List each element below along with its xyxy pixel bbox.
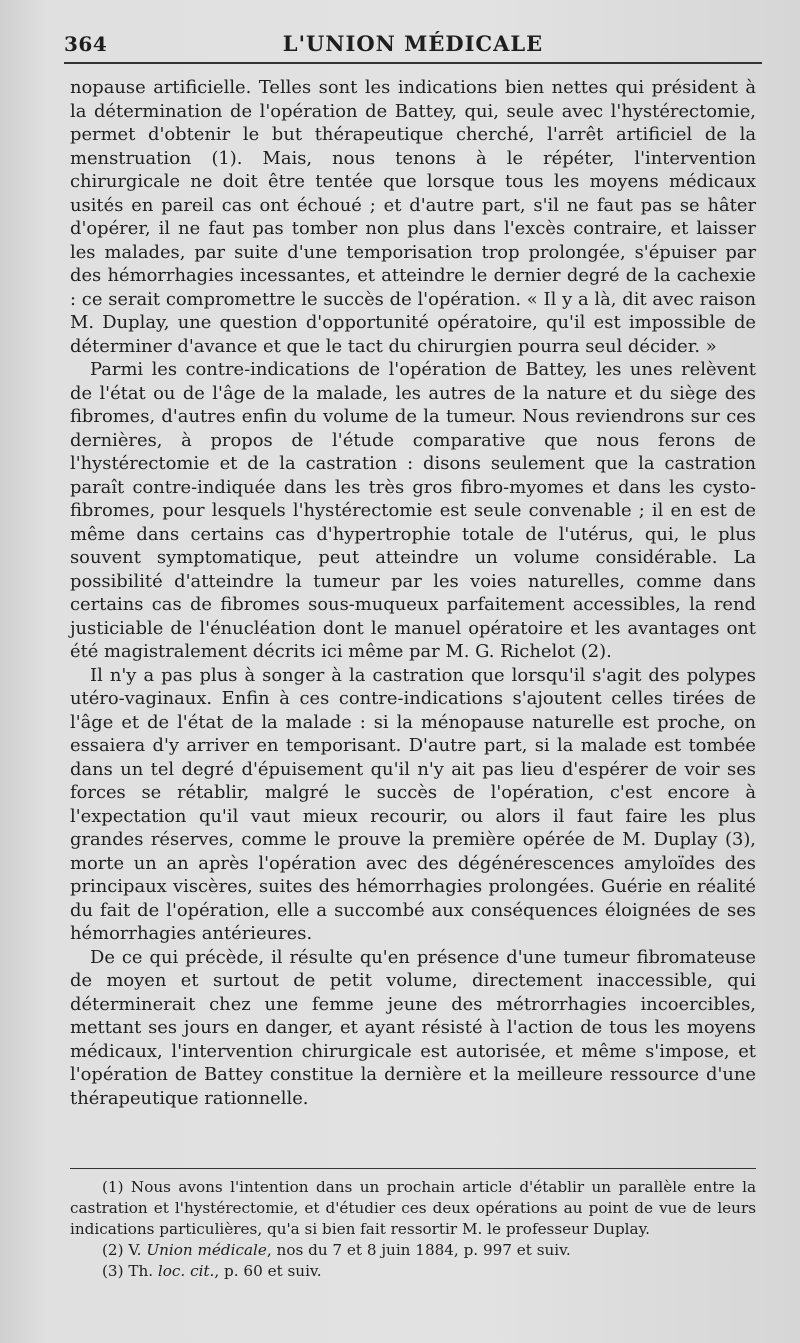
- header-rule: [64, 62, 762, 64]
- footnotes: [70, 1177, 756, 1282]
- footnote-rule: [70, 1168, 756, 1169]
- footnote-3-suffix: , p. 60 et suiv.: [214, 1262, 322, 1280]
- paragraph-3: Il n'y a pas plus à songer à la castration que lorsqu'il s'agit des polypes utéro-vaginaux. Enfin à ces contre-indications s'ajoutent celles tirées de l'âge et de l'état de la malade : si la ménopause naturelle est proche, on essaiera d'y arriver en temporisant. D'autre part, si la malade est tombée dans un tel degré d'épuisement qu'il n'y ait pas lieu d'espérer de voir ses forces se rétablir, malgré le succès de l'opération, c'est encore à l'expectation qu'il vaut mieux recourir, ou alors il faut faire les plus grandes réserves, comme le prouve la première opérée de M. Duplay (3), morte un an après l'opération avec des dégénérescences amyloïdes des principaux viscères, suites des hémorrhagies prolongées. Guérie en réalité du fait de l'opération, elle a succombé aux conséquences éloignées de ses hémorrhagies antérieures.: [70, 664, 756, 944]
- footnote-3-loc: loc. cit.: [157, 1262, 215, 1280]
- paragraph-2: Parmi les contre-indications de l'opération de Battey, les unes relèvent de l'état ou de l'âge de la malade, les autres de la nature et du siège des fibromes, d'autres enfin du volume de la tumeur. Nous reviendrons sur ces dernières, à propos de l'étude comparative que nous ferons de l'hystérectomie et de la castration : disons seulement que la castration paraît contre-indiquée dans les très gros fibro-myomes et dans les cysto-fibromes, pour lesquels l'hystérectomie est seule convenable ; il en est de même dans certains cas d'hypertrophie totale de l'utérus, qui, le plus souvent symptomatique, peut atteindre un volume considérable. La possibilité d'atteindre la tumeur par les voies naturelles, comme dans certains cas de fibromes sous-muqueux parfaitement accessibles, la rend justiciable de l'énucléation dont le manuel opératoire et les avantages ont été magistralement décrits ici même par M. G. Richelot (2).: [70, 359, 756, 662]
- footnote-3: [70, 1261, 756, 1282]
- footnote-2-journal: Union médicale: [146, 1241, 267, 1259]
- footnote-3-prefix: (3) Th.: [102, 1262, 158, 1280]
- footnote-2-suffix: , nos du 7 et 8 juin 1884, p. 997 et suiv.: [266, 1241, 571, 1259]
- paragraph-1: nopause artificielle. Telles sont les indications bien nettes qui président à la détermination de l'opération de Battey, qui, seule avec l'hystérectomie, permet d'obtenir le but thérapeutique cherché, l'arrêt artificiel de la menstruation (1). Mais, nous tenons à le répéter, l'intervention chirurgicale ne doit être tentée que lorsque tous les moyens médicaux usités en pareil cas ont échoué ; et d'autre part, s'il ne faut pas se hâter d'opérer, il ne faut pas tomber non plus dans l'excès contraire, et laisser les malades, par suite d'une temporisation trop prolongée, s'épuiser par des hémorrhagies incessantes, et atteindre le dernier degré de la cachexie : ce serait compromettre le succès de l'opération. « Il y a là, dit avec raison M. Duplay, une question d'opportunité opératoire, qu'il est impossible de déterminer d'avance et que le tact du chirurgien pourra seul décider. »: [70, 77, 756, 357]
- paragraph-4: De ce qui précède, il résulte qu'en présence d'une tumeur fibromateuse de moyen et surtout de petit volume, directement inaccessible, qui déterminerait chez une femme jeune des métrorrhagies incoercibles, mettant ses jours en danger, et ayant résisté à l'action de tous les moyens médicaux, l'intervention chirurgicale est autorisée, et même s'impose, et l'opération de Battey constitue la dernière et la meilleure ressource d'une thérapeutique rationnelle.: [70, 946, 756, 1109]
- footnote-1: (1) Nous avons l'intention dans un prochain article d'établir un parallèle entre la castration et l'hystérectomie, et d'étudier ces deux opérations au point de vue de leurs indications particulières, qu'a si bien fait ressortir M. le professeur Duplay.: [70, 1178, 756, 1238]
- footnote-2: [70, 1240, 756, 1261]
- running-header: [64, 30, 756, 62]
- running-title: L'UNION MÉDICALE: [282, 31, 544, 56]
- footnote-2-prefix: (2) V.: [102, 1241, 147, 1259]
- page-number: 364: [64, 32, 108, 56]
- body-text: [70, 76, 756, 1110]
